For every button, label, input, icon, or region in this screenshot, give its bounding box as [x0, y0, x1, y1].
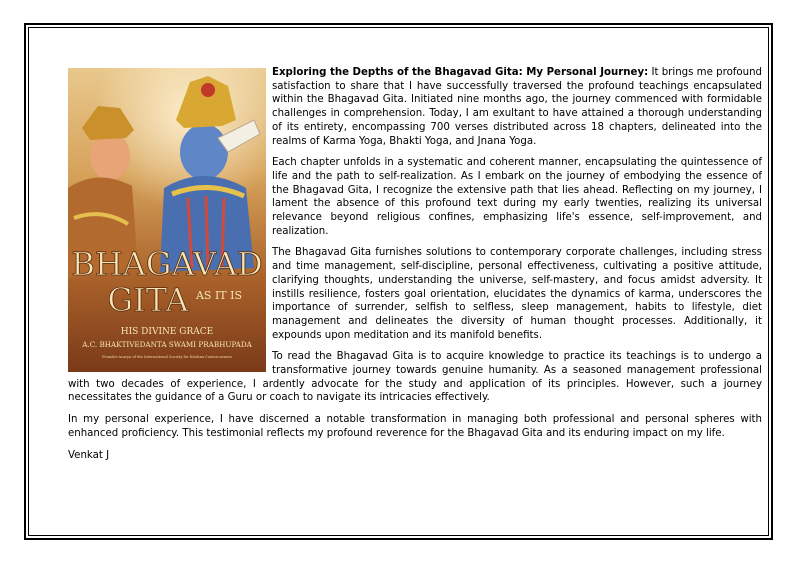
paragraph-experience: In my personal experience, I have discerned a notable transformation in managing both professional and personal spheres with enhanced proficiency. This testimonial reflects my profound reverence for the Bhagavad Gita and its enduring impact on my life.	[68, 414, 762, 439]
paragraph-chapters: Each chapter unfolds in a systematic and coherent manner, encapsulating the quintessence of life and the path to self-realization. As I embark on the journey of embodying the essence of the Bhagavad Gita, I recognize the extensive path that lies ahead. Reflecting on my journey, I lament the absence of this profound text during my early twenties, realizing its universal relevance beyond religious confines, emphasizing life's essence, self-improvement, and realization.	[272, 157, 762, 237]
cover-author-line1: HIS DIVINE GRACE	[120, 327, 214, 337]
cover-title-line1: BHAGAVAD	[71, 245, 263, 283]
book-cover-image	[68, 68, 266, 372]
paragraph-reading: To read the Bhagavad Gita is to acquire knowledge to practice its teachings is to undergo a transformative journey towards genuine humanity. As a seasoned management professional with two decades of experience, I ardently advocate for the study and application of its principles. However, such a journey necessitates the guidance of a Guru or coach to navigate its intricacies effectively.	[68, 351, 762, 404]
signature: Venkat J	[68, 449, 110, 461]
cover-title-line2: GITA	[107, 281, 189, 319]
testimonial-content	[68, 66, 762, 470]
article-heading: Exploring the Depths of the Bhagavad Gita: My Personal Journey:	[272, 67, 649, 78]
paragraph-intro-text: It brings me profound satisfaction to share that I have successfully traversed the profound teachings encapsulated within the Bhagavad Gita. Initiated nine months ago, the journey commenced with formidable challenges in comprehension. Today, I am exultant to have attained a thorough understanding of its entirety, encompassing 700 verses distributed across 18 chapters, delineated into the realms of Karma Yoga, Bhakti Yoga, and Jnana Yoga.	[272, 67, 762, 147]
paragraph-corporate: The Bhagavad Gita furnishes solutions to contemporary corporate challenges, including stress and time management, self-discipline, personal effectiveness, cultivating a positive attitude, clarifying thoughts, understanding the universe, self-mastery, and focus amidst adversity. It instills resilience, fosters goal orientation, elucidates the dynamics of karma, underscores the importance of surrender, selfish to selfless, sleep management, habits to lifestyle, diet management and delineates the diversity of human thought processes. Additionally, it expounds upon meditation and its manifold benefits.	[272, 247, 762, 341]
cover-author-line3: Founder-Acarya of the International Society for Krishna Consciousness	[102, 355, 232, 359]
cover-title-suffix: AS IT IS	[195, 289, 243, 302]
cover-author-line2: A.C. BHAKTIVEDANTA SWAMI PRABHUPADA	[82, 340, 252, 349]
